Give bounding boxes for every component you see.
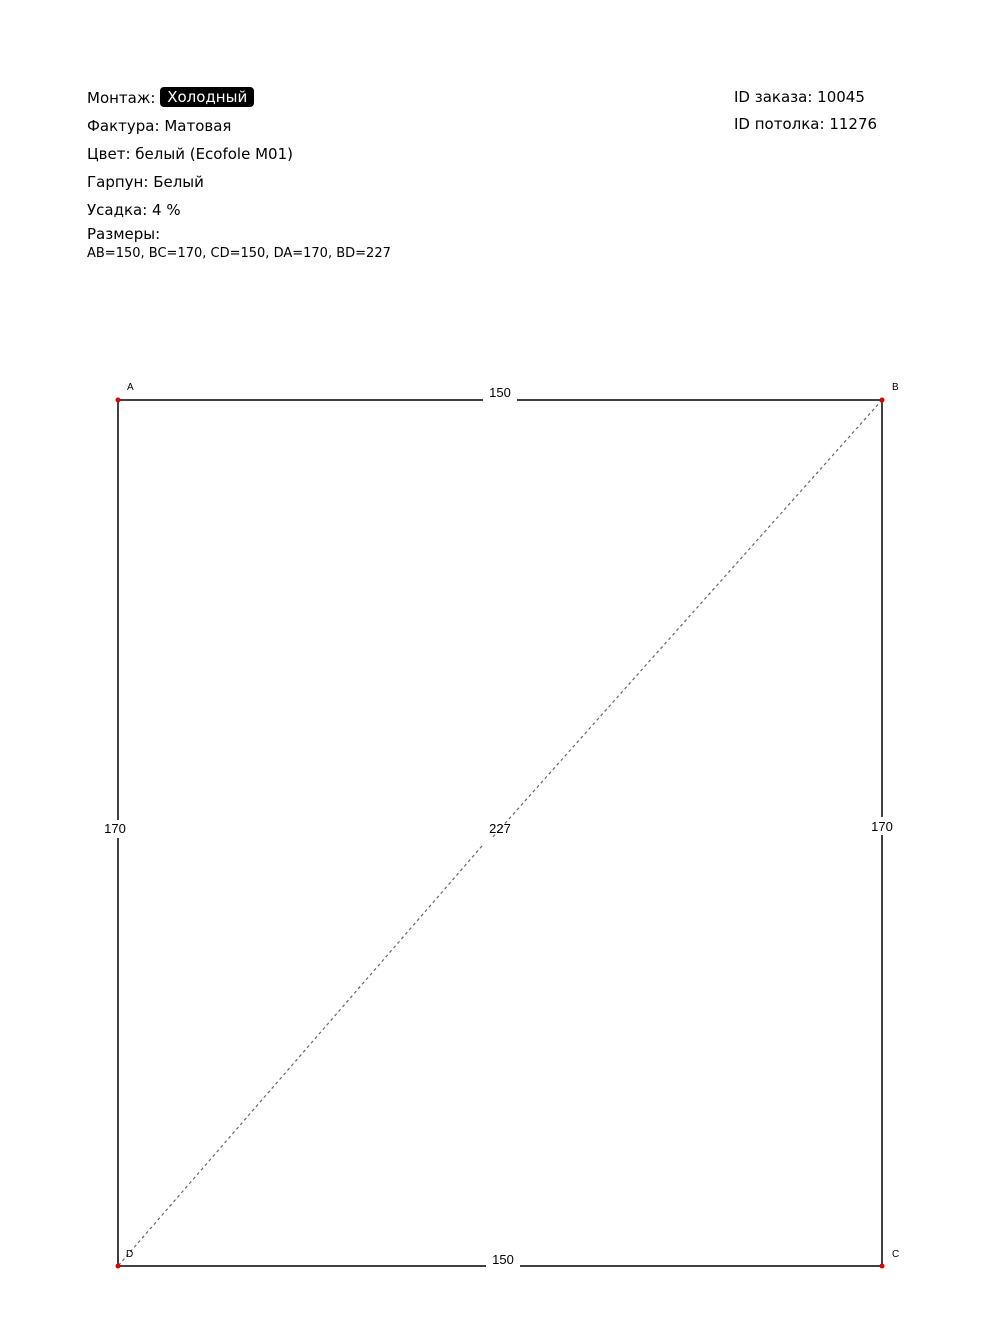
corner-point-a: [116, 398, 121, 403]
corner-point-b: [880, 398, 885, 403]
harpoon-value: Белый: [153, 173, 204, 191]
diagonal-bd-lower: [118, 846, 482, 1266]
texture-label: Фактура:: [87, 117, 160, 135]
dimension-bc: 170: [871, 819, 893, 834]
color-label: Цвет:: [87, 145, 131, 163]
ceiling-id-value: 11276: [829, 115, 878, 133]
mount-badge: Холодный: [160, 87, 254, 107]
diagonal-bd-upper: [492, 400, 882, 838]
mount-label: Монтаж:: [87, 89, 156, 107]
sizes-values: AB=150, BC=170, CD=150, DA=170, BD=227: [87, 246, 391, 261]
order-id-label: ID заказа:: [734, 88, 813, 106]
harpoon-label: Гарпун:: [87, 173, 149, 191]
corner-label-a: A: [127, 382, 134, 393]
dimension-da: 170: [104, 821, 126, 836]
corner-point-c: [880, 1264, 885, 1269]
corner-label-c: C: [892, 1249, 900, 1260]
order-id-value: 10045: [817, 88, 865, 106]
shrink-value: 4 %: [152, 201, 181, 219]
corner-label-b: B: [892, 382, 899, 393]
ceiling-id-label: ID потолка:: [734, 115, 825, 133]
dimension-cd: 150: [492, 1252, 514, 1267]
corner-point-d: [116, 1264, 121, 1269]
shrink-label: Усадка:: [87, 201, 148, 219]
dimension-ab: 150: [489, 385, 511, 400]
dimension-bd: 227: [489, 821, 511, 836]
color-value: белый (Ecofole M01): [135, 145, 293, 163]
sizes-label: Размеры:: [87, 225, 161, 243]
corner-label-d: D: [126, 1249, 134, 1260]
texture-value: Матовая: [164, 117, 232, 135]
